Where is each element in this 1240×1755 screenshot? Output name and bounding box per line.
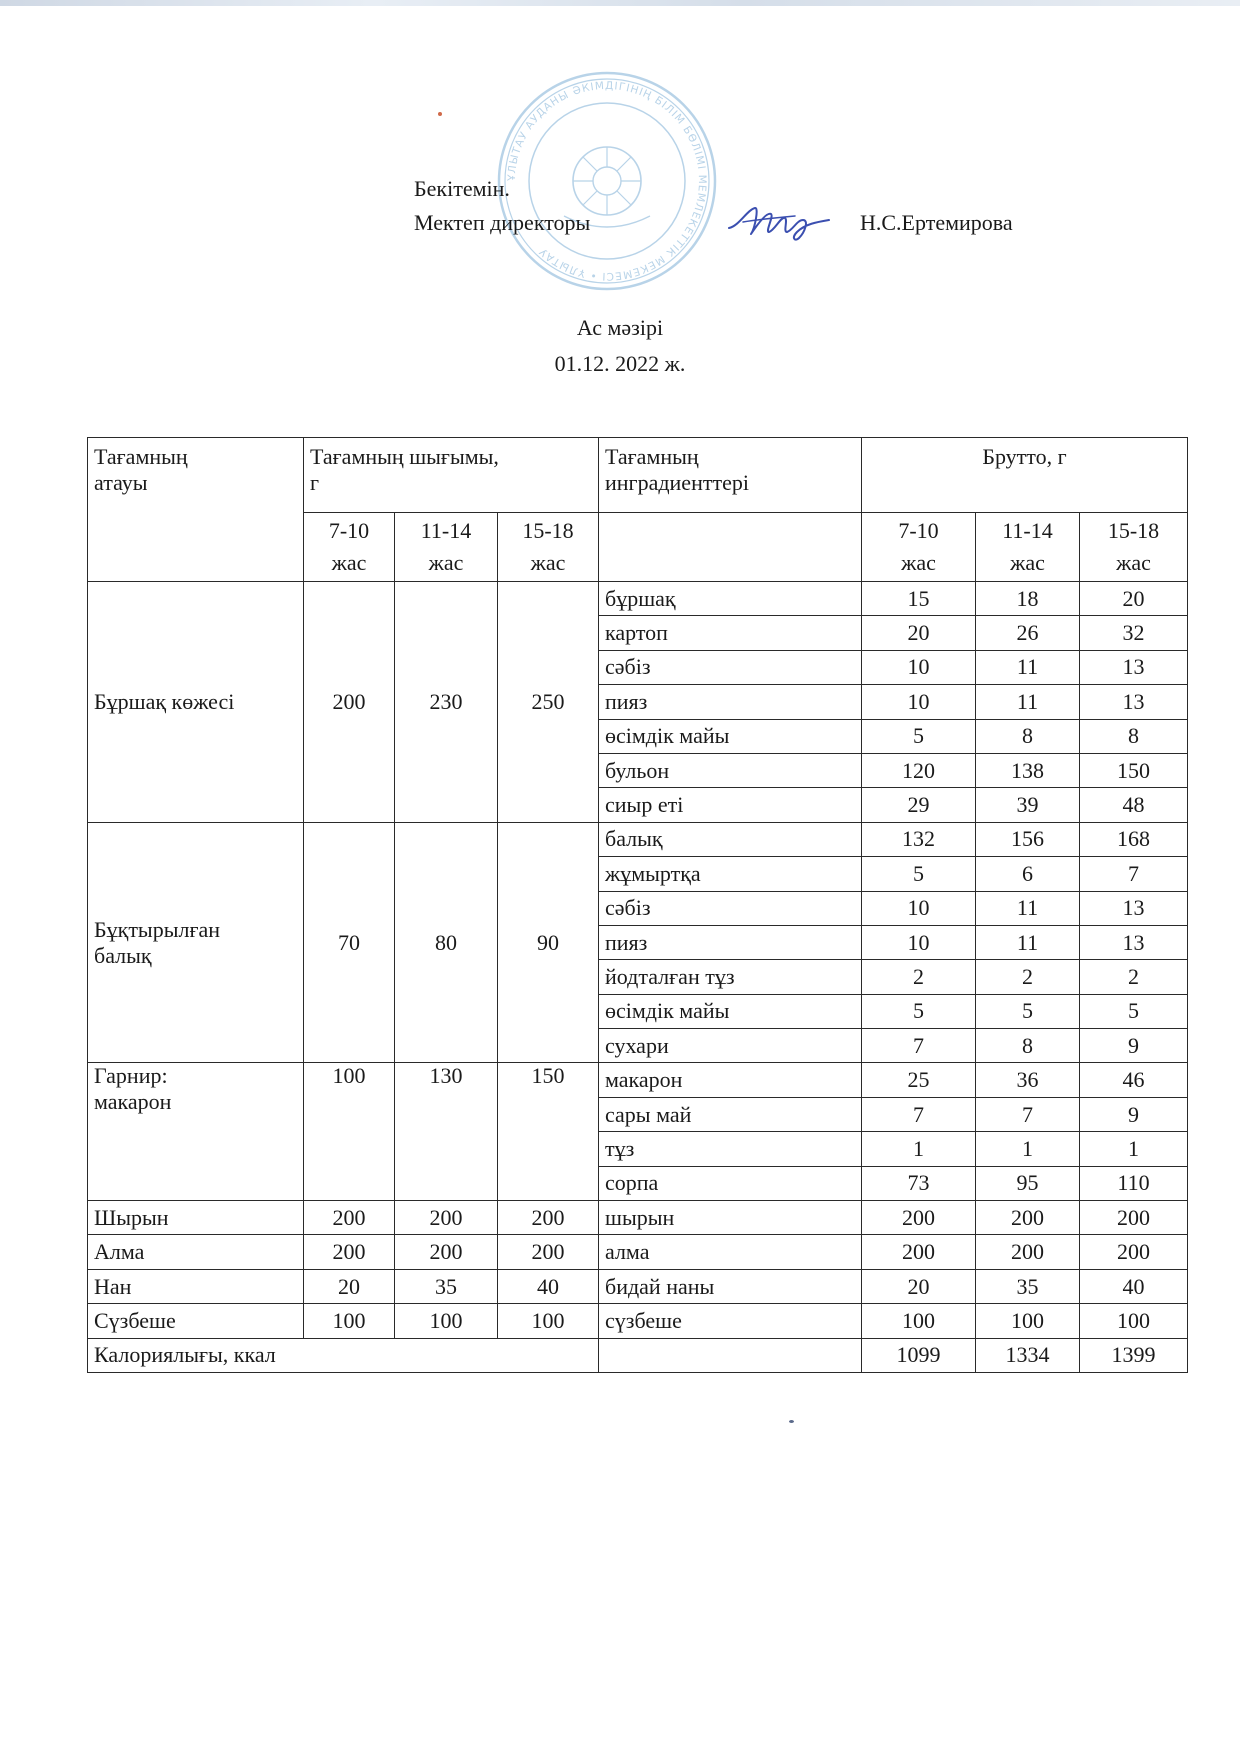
yield-cell: 100 [498, 1304, 599, 1338]
brutto-cell: 2 [862, 960, 976, 994]
brutto-cell: 5 [862, 719, 976, 753]
brutto-cell: 73 [862, 1166, 976, 1200]
ingredient-name: сухари [599, 1029, 862, 1063]
yield-cell: 200 [304, 582, 395, 823]
yield-cell: 150 [498, 1063, 599, 1201]
brutto-cell: 13 [1080, 891, 1188, 925]
svg-text:ҰЛЫТАУ АУДАНЫ ӘКІМДІГІНІҢ БІЛІ: ҰЛЫТАУ АУДАНЫ ӘКІМДІГІНІҢ БІЛІМ БӨЛІМІ МЕМЛЕКЕТТІК МЕКЕМЕСІ • ҰЛЫТАУ [505, 79, 709, 283]
brutto-cell: 200 [862, 1201, 976, 1235]
age-header: 15-18 жас [498, 513, 599, 582]
yield-cell: 200 [498, 1201, 599, 1235]
ingredient-name: жұмыртқа [599, 857, 862, 891]
brutto-cell: 2 [976, 960, 1080, 994]
brutto-cell: 200 [1080, 1201, 1188, 1235]
brutto-cell: 7 [976, 1097, 1080, 1131]
brutto-cell: 40 [1080, 1269, 1188, 1303]
yield-cell: 200 [304, 1201, 395, 1235]
brutto-cell: 5 [862, 994, 976, 1028]
yield-cell: 200 [395, 1235, 498, 1269]
scan-speck [789, 1420, 794, 1423]
brutto-cell: 15 [862, 582, 976, 616]
brutto-cell: 10 [862, 891, 976, 925]
yield-cell: 130 [395, 1063, 498, 1201]
ingredient-name: балық [599, 822, 862, 856]
director-name: Н.С.Ертемирова [860, 210, 1013, 235]
header-yield: Тағамның шығымы, г [304, 438, 599, 513]
brutto-cell: 132 [862, 822, 976, 856]
brutto-cell: 13 [1080, 650, 1188, 684]
menu-title: Ас мәзірі [576, 315, 664, 340]
yield-cell: 100 [395, 1304, 498, 1338]
ingredient-name: алма [599, 1235, 862, 1269]
brutto-cell: 7 [862, 1029, 976, 1063]
age-header: 7-10 жас [304, 513, 395, 582]
yield-cell: 200 [498, 1235, 599, 1269]
ingredient-name: сорпа [599, 1166, 862, 1200]
yield-cell: 200 [395, 1201, 498, 1235]
document-title [0, 310, 1240, 382]
menu-date: 01.12. 2022 ж. [554, 351, 686, 376]
ingredient-name: пияз [599, 925, 862, 959]
ingredient-name: бульон [599, 753, 862, 787]
table-row [88, 822, 1188, 856]
empty-cell [599, 513, 862, 582]
age-header: 15-18 жас [1080, 513, 1188, 582]
brutto-cell: 200 [976, 1235, 1080, 1269]
brutto-cell: 8 [976, 719, 1080, 753]
table-row [88, 582, 1188, 616]
header-dish-name: Тағамның атауы [88, 438, 304, 582]
brutto-cell: 39 [976, 788, 1080, 822]
ingredient-name: сиыр еті [599, 788, 862, 822]
yield-cell: 20 [304, 1269, 395, 1303]
yield-cell: 100 [304, 1304, 395, 1338]
brutto-cell: 5 [1080, 994, 1188, 1028]
brutto-cell: 1 [1080, 1132, 1188, 1166]
calories-value: 1099 [862, 1338, 976, 1372]
brutto-cell: 5 [862, 857, 976, 891]
ingredient-name: картоп [599, 616, 862, 650]
brutto-cell: 35 [976, 1269, 1080, 1303]
dish-name: Сүзбеше [88, 1304, 304, 1338]
ingredient-name: тұз [599, 1132, 862, 1166]
scan-top-edge [0, 0, 1240, 6]
dish-name: Нан [88, 1269, 304, 1303]
brutto-cell: 13 [1080, 925, 1188, 959]
calories-label: Калориялығы, ккал [88, 1338, 599, 1372]
brutto-cell: 168 [1080, 822, 1188, 856]
brutto-cell: 11 [976, 925, 1080, 959]
brutto-cell: 46 [1080, 1063, 1188, 1097]
brutto-cell: 8 [976, 1029, 1080, 1063]
age-header: 11-14 жас [976, 513, 1080, 582]
brutto-cell: 36 [976, 1063, 1080, 1097]
brutto-cell: 8 [1080, 719, 1188, 753]
dish-name: Алма [88, 1235, 304, 1269]
header-brutto: Брутто, г [862, 438, 1188, 513]
ingredient-name: өсімдік майы [599, 994, 862, 1028]
brutto-cell: 138 [976, 753, 1080, 787]
table-row [88, 1063, 1188, 1097]
yield-cell: 250 [498, 582, 599, 823]
brutto-cell: 9 [1080, 1029, 1188, 1063]
ingredient-name: бұршақ [599, 582, 862, 616]
ingredient-name: сәбіз [599, 891, 862, 925]
brutto-cell: 100 [862, 1304, 976, 1338]
brutto-cell: 10 [862, 685, 976, 719]
ingredient-name: шырын [599, 1201, 862, 1235]
dish-name: Бұқтырылған балық [88, 822, 304, 1063]
dish-name: Шырын [88, 1201, 304, 1235]
yield-cell: 230 [395, 582, 498, 823]
brutto-cell: 2 [1080, 960, 1188, 994]
age-header: 11-14 жас [395, 513, 498, 582]
yield-cell: 100 [304, 1063, 395, 1201]
yield-cell: 40 [498, 1269, 599, 1303]
brutto-cell: 5 [976, 994, 1080, 1028]
brutto-cell: 200 [862, 1235, 976, 1269]
calories-value: 1399 [1080, 1338, 1188, 1372]
brutto-cell: 11 [976, 685, 1080, 719]
table-row [88, 1201, 1188, 1235]
brutto-cell: 150 [1080, 753, 1188, 787]
brutto-cell: 100 [976, 1304, 1080, 1338]
brutto-cell: 13 [1080, 685, 1188, 719]
table-row [88, 1235, 1188, 1269]
ingredient-name: йодталған тұз [599, 960, 862, 994]
header-ingredients: Тағамның инградиенттері [599, 438, 862, 513]
ingredient-name: макарон [599, 1063, 862, 1097]
brutto-cell: 120 [862, 753, 976, 787]
brutto-cell: 10 [862, 925, 976, 959]
yield-cell: 80 [395, 822, 498, 1063]
brutto-cell: 110 [1080, 1166, 1188, 1200]
ingredient-name: сүзбеше [599, 1304, 862, 1338]
menu-table [87, 437, 1188, 1373]
brutto-cell: 26 [976, 616, 1080, 650]
empty-cell [599, 1338, 862, 1372]
calories-row [88, 1338, 1188, 1372]
brutto-cell: 1 [976, 1132, 1080, 1166]
brutto-cell: 9 [1080, 1097, 1188, 1131]
ingredient-name: сары май [599, 1097, 862, 1131]
brutto-cell: 18 [976, 582, 1080, 616]
brutto-cell: 200 [976, 1201, 1080, 1235]
yield-cell: 70 [304, 822, 395, 1063]
yield-cell: 200 [304, 1235, 395, 1269]
brutto-cell: 10 [862, 650, 976, 684]
brutto-cell: 11 [976, 891, 1080, 925]
yield-cell: 90 [498, 822, 599, 1063]
brutto-cell: 156 [976, 822, 1080, 856]
calories-value: 1334 [976, 1338, 1080, 1372]
brutto-cell: 20 [862, 616, 976, 650]
brutto-cell: 25 [862, 1063, 976, 1097]
brutto-cell: 200 [1080, 1235, 1188, 1269]
brutto-cell: 11 [976, 650, 1080, 684]
ingredient-name: өсімдік майы [599, 719, 862, 753]
brutto-cell: 6 [976, 857, 1080, 891]
brutto-cell: 95 [976, 1166, 1080, 1200]
brutto-cell: 48 [1080, 788, 1188, 822]
scan-speck [438, 112, 442, 116]
brutto-cell: 32 [1080, 616, 1188, 650]
table-row [88, 1269, 1188, 1303]
dish-name: Бұршақ көжесі [88, 582, 304, 823]
ingredient-name: бидай наны [599, 1269, 862, 1303]
brutto-cell: 20 [1080, 582, 1188, 616]
ingredient-name: пияз [599, 685, 862, 719]
brutto-cell: 7 [1080, 857, 1188, 891]
ingredient-name: сәбіз [599, 650, 862, 684]
director-signature [725, 198, 835, 248]
brutto-cell: 20 [862, 1269, 976, 1303]
brutto-cell: 1 [862, 1132, 976, 1166]
age-header: 7-10 жас [862, 513, 976, 582]
table-row [88, 1304, 1188, 1338]
approve-line: Бекітемін. [414, 176, 510, 201]
brutto-cell: 100 [1080, 1304, 1188, 1338]
director-title: Мектеп директоры [414, 210, 591, 235]
brutto-cell: 7 [862, 1097, 976, 1131]
brutto-cell: 29 [862, 788, 976, 822]
yield-cell: 35 [395, 1269, 498, 1303]
header-row [88, 438, 1188, 513]
dish-name: Гарнир: макарон [88, 1063, 304, 1201]
